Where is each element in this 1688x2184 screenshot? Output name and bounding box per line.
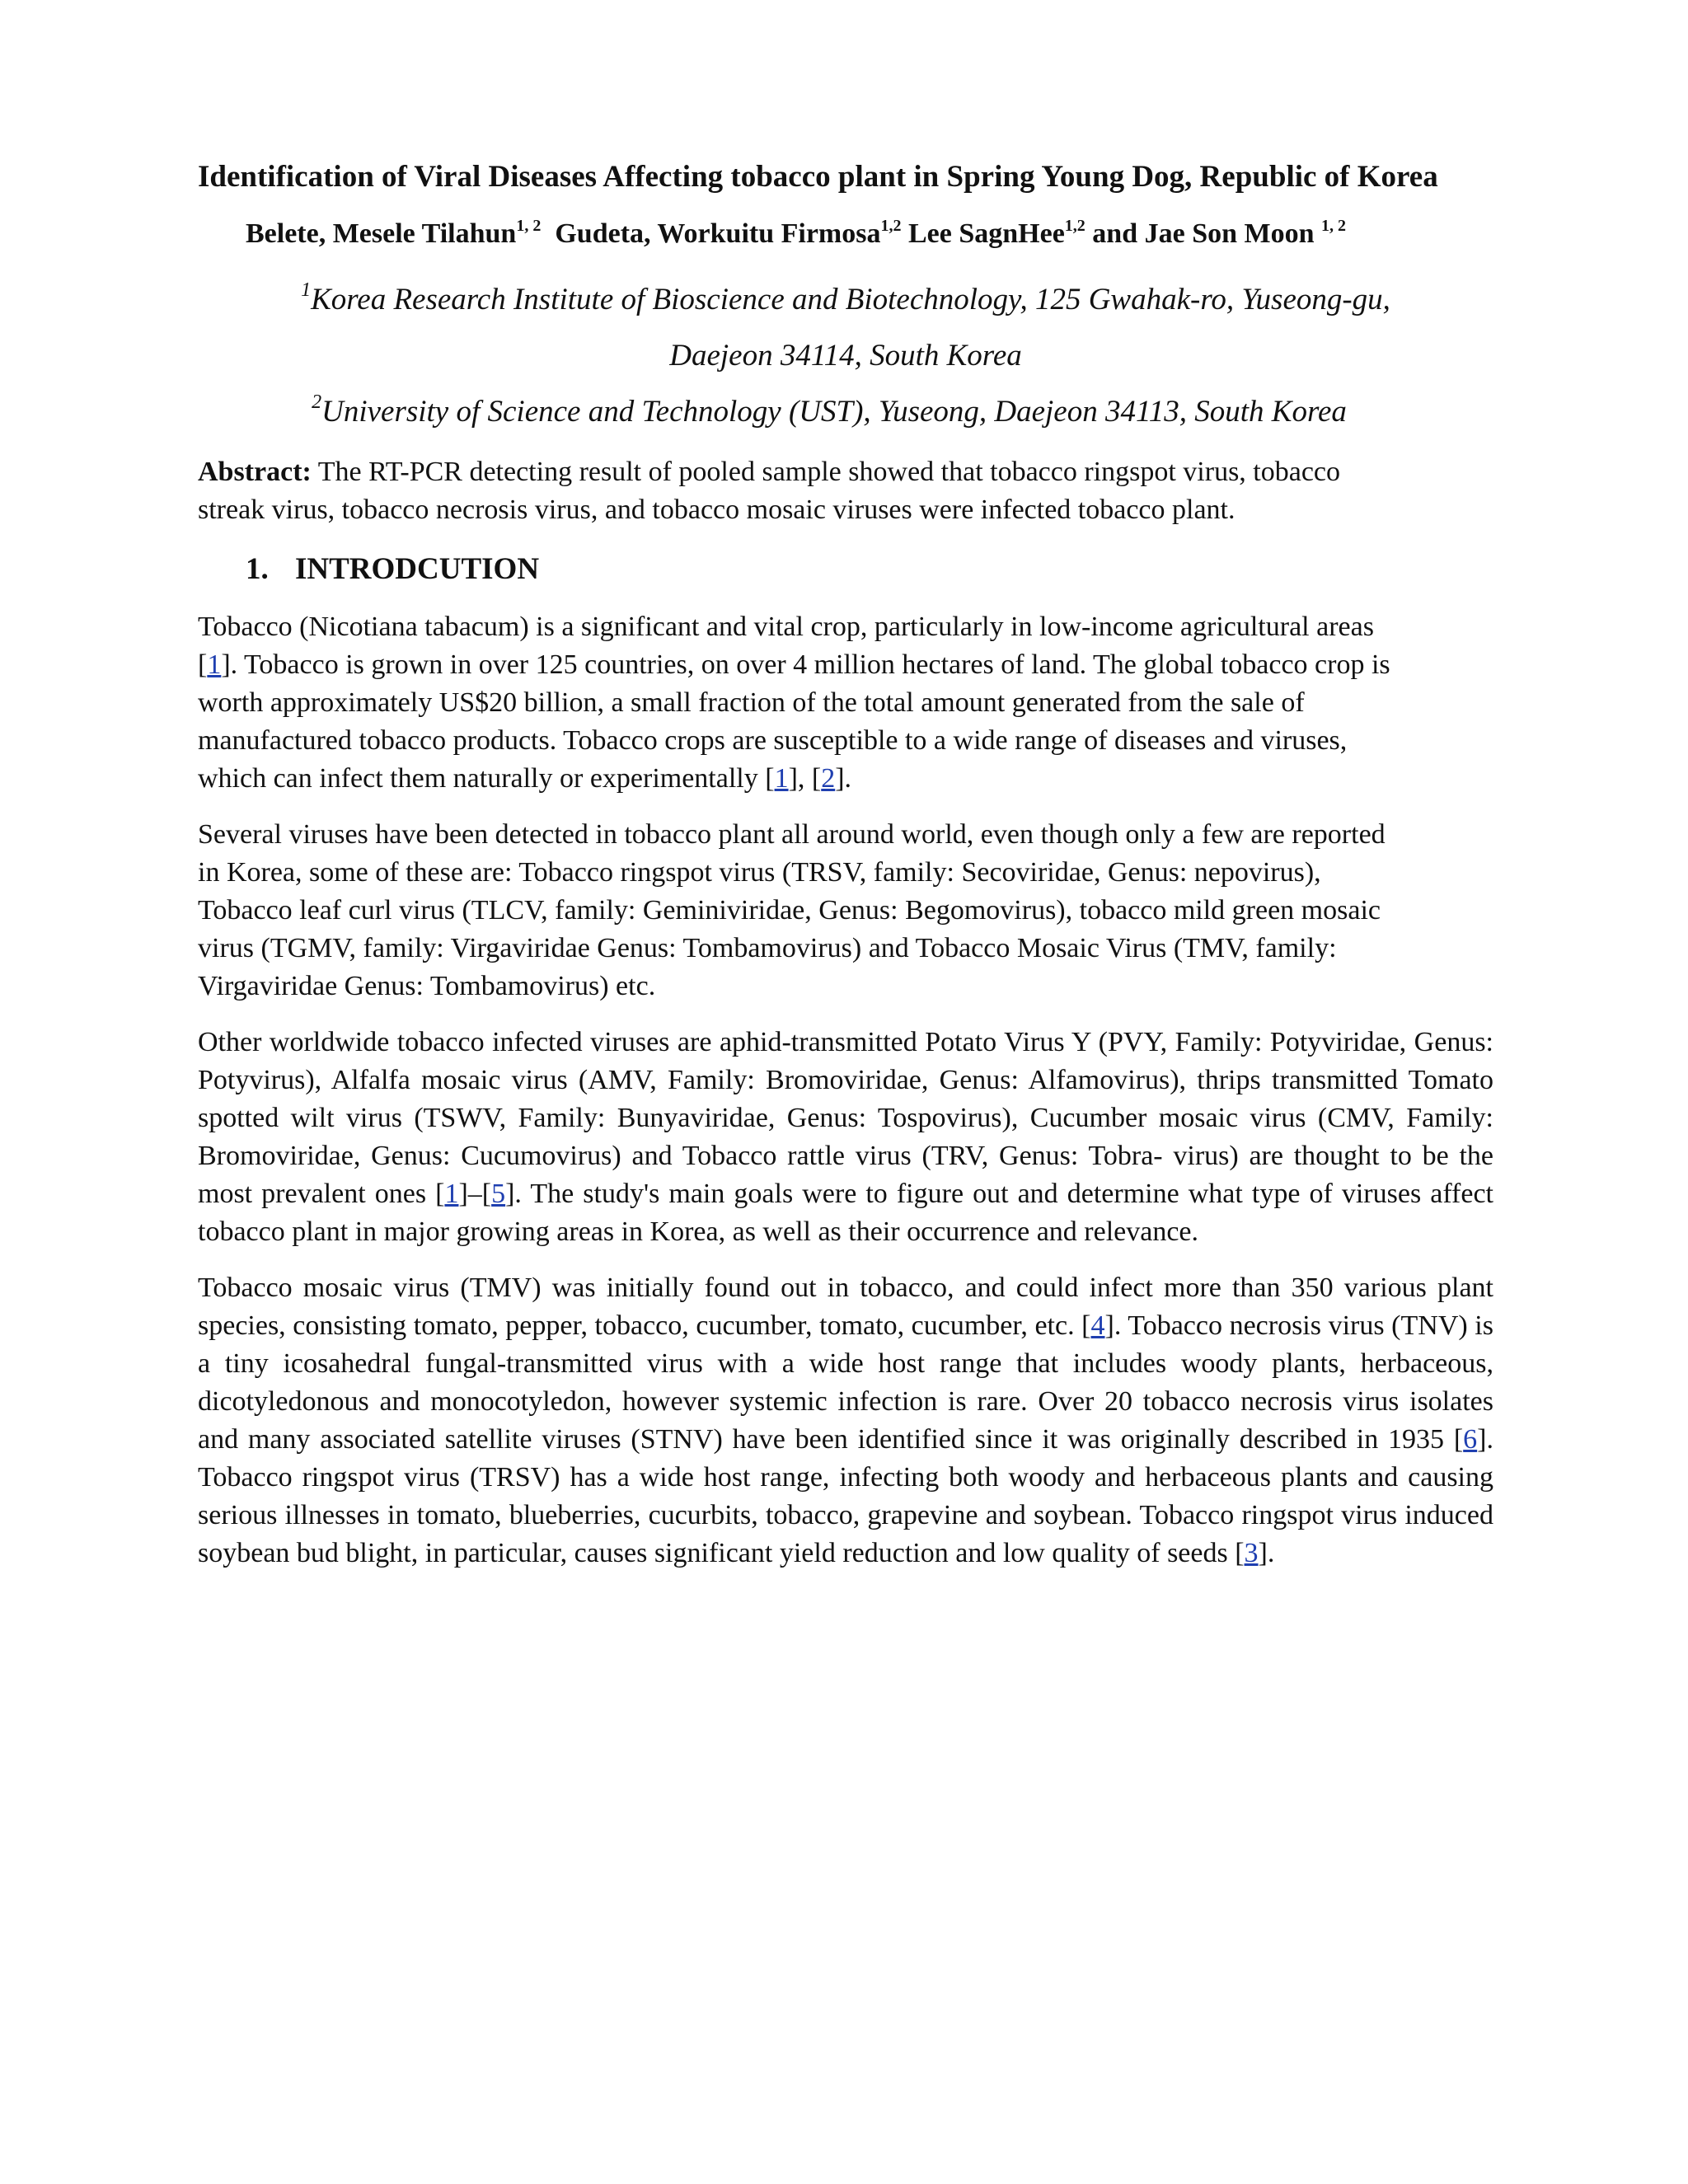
abstract-text: The RT-PCR detecting result of pooled sample showed that tobacco ringspot virus, tobacco streak virus, tobacco necrosis virus, and tobacco mosaic viruses were infected tobacco plant. bbox=[198, 457, 1341, 525]
section-number: 1. bbox=[246, 552, 269, 586]
affiliation-text: University of Science and Technology (UST), Yuseong, Daejeon 34113, South Korea bbox=[321, 395, 1347, 429]
paragraph-text: Tobacco (Nicotiana tabacum) is a significant and vital crop, particularly in low-income agricultural areas [ bbox=[198, 612, 1374, 680]
author-name: Belete, Mesele Tilahun bbox=[246, 218, 517, 249]
paragraph-text: ]. bbox=[1258, 1538, 1275, 1568]
citation-link[interactable]: 1 bbox=[207, 649, 222, 680]
paragraph-3 bbox=[198, 1024, 1493, 1251]
section-title: INTRODCUTION bbox=[295, 552, 540, 586]
author-name: Lee SagnHee bbox=[907, 218, 1065, 249]
author-affiliation-sup: 1,2 bbox=[880, 217, 902, 235]
paper-page bbox=[198, 157, 1493, 1572]
abstract bbox=[198, 453, 1368, 529]
paragraph-text: ]. The study's main goals were to figure out and determine what type of viruses affect tobacco plant in major growing areas in Korea, as well as their occurrence and relevance. bbox=[198, 1179, 1493, 1247]
citation-link[interactable]: 5 bbox=[491, 1179, 506, 1209]
paragraph-text: Other worldwide tobacco infected viruses are aphid-transmitted Potato Virus Y (PVY, Family: Potyviridae, Genus: Potyvirus), Alfalfa mosaic virus (AMV, Family: Bromoviridae, Genus: Alfamovirus), thrips transmitted Tomato spotted wilt virus (TSWV, Family: Bunyaviridae, Genus: Tospovirus), Cucumber mosaic virus (CMV, Family: Bromoviridae, Genus: Cucumovirus) and Tobacco rattle virus (TRV, Genus: Tobra- virus) are thought to be the most prevalent ones [ bbox=[198, 1027, 1493, 1209]
citation-link[interactable]: 2 bbox=[821, 763, 836, 794]
paragraph-text: ]–[ bbox=[458, 1179, 492, 1209]
affiliation-2 bbox=[198, 384, 1493, 440]
paragraph-text: ]. Tobacco necrosis virus (TNV) is a tiny icosahedral fungal-transmitted virus with a wide host range that includes woody plants, herbaceous, dicotyledonous and monocotyledon, however systemic infection is rare. Over 20 tobacco necrosis virus isolates and many associated satellite viruses (STNV) have been identified since it was originally described in 1935 [ bbox=[198, 1310, 1493, 1455]
affiliation-1 bbox=[198, 272, 1493, 328]
paragraph-2: Several viruses have been detected in tobacco plant all around world, even though only a few are reported in Korea, some of these are: Tobacco ringspot virus (TRSV, family: Secoviridae, Genus: nepovirus), Tobacco leaf curl virus (TLCV, family: Geminiviridae, Genus: Begomovirus), tobacco mild green mosaic virus (TGMV, family: Virgaviridae Genus: Tombamovirus) and Tobacco Mosaic Virus (TMV, family: Virgaviridae Genus: Tombamovirus) etc. bbox=[198, 819, 1386, 1001]
citation-link[interactable]: 1 bbox=[444, 1179, 459, 1209]
abstract-label: Abstract: bbox=[198, 457, 312, 487]
author-name: and Jae Son Moon bbox=[1092, 218, 1315, 249]
citation-link[interactable]: 6 bbox=[1463, 1424, 1478, 1455]
author-affiliation-sup: 1, 2 bbox=[516, 217, 542, 235]
citation-link[interactable]: 4 bbox=[1090, 1310, 1105, 1341]
paragraph-text: ]. bbox=[835, 763, 852, 794]
affiliation-sup: 2 bbox=[312, 391, 322, 413]
paragraph-4 bbox=[198, 1269, 1493, 1572]
affiliation-text: Korea Research Institute of Bioscience and Biotechnology, 125 Gwahak-ro, Yuseong-gu, bbox=[311, 283, 1390, 316]
paragraph-text: ], [ bbox=[788, 763, 822, 794]
citation-link[interactable]: 3 bbox=[1244, 1538, 1259, 1568]
paragraph-1 bbox=[198, 608, 1409, 798]
paragraph-text: ]. Tobacco is grown in over 125 countries, on over 4 million hectares of land. The global tobacco crop is worth approximately US$20 billion, a small fraction of the total amount generated from the sale of manufactured tobacco products. Tobacco crops are susceptible to a wide range of diseases and viruses, which can infect them naturally or experimentally [ bbox=[198, 649, 1390, 794]
paragraph-text: ]. Tobacco ringspot virus (TRSV) has a wide host range, infecting both woody and herbaceous plants and causing serious illnesses in tomato, blueberries, cucurbits, tobacco, grapevine and soybean. Tobacco ringspot virus induced soybean bud blight, in particular, causes significant yield reduction and low quality of seeds [ bbox=[198, 1424, 1493, 1568]
paper-title: Identification of Viral Diseases Affecting tobacco plant in Spring Young Dog, Republic of Korea bbox=[198, 160, 1438, 194]
paragraph-text: Tobacco mosaic virus (TMV) was initially found out in tobacco, and could infect more than 350 various plant species, consisting tomato, pepper, tobacco, cucumber, tomato, cucumber, etc. [ bbox=[198, 1272, 1493, 1341]
author-list bbox=[198, 216, 1493, 252]
affiliation-1-line-2: Daejeon 34114, South Korea bbox=[669, 339, 1022, 373]
author-name: Gudeta, Workuitu Firmosa bbox=[555, 218, 881, 249]
citation-link[interactable]: 1 bbox=[774, 763, 789, 794]
affiliation-sup: 1 bbox=[301, 279, 312, 301]
author-affiliation-sup: 1,2 bbox=[1064, 217, 1085, 235]
author-affiliation-sup: 1, 2 bbox=[1321, 217, 1347, 235]
section-heading bbox=[198, 549, 1493, 590]
